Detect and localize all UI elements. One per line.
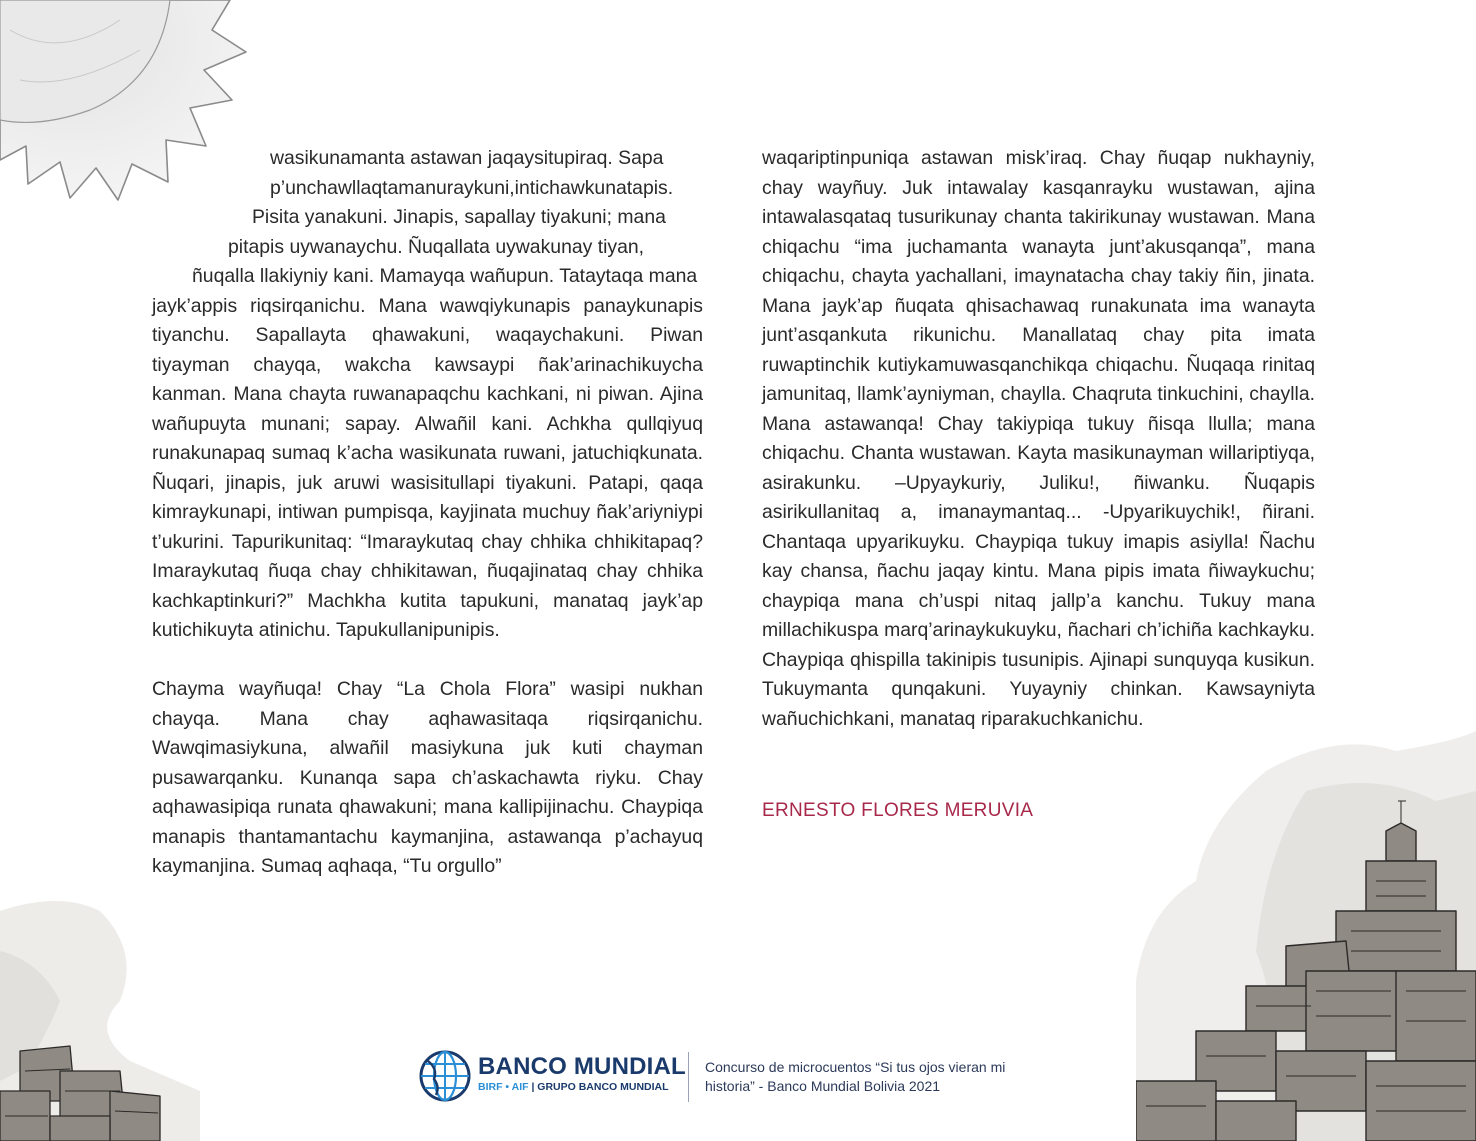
text-line: pitapis uywanaychu. Ñuqallata uywakunay tiyan, [228,235,645,258]
logo-subtitle [478,1081,669,1093]
footer-caption: Concurso de microcuentos “Si tus ojos vieran mi historia” - Banco Mundial Bolivia 2021 [705,1059,1006,1094]
logo-subtitle-rest: | GRUPO BANCO MUNDIAL [528,1081,669,1093]
text-line: Pisita yanakuni. Jinapis, sapallay tiyakuni; mana [252,206,666,228]
text-line: ñuqalla llakiyniy kani. Mamayqa wañupun. Tataytaqa mana [192,265,698,287]
banco-mundial-logo [418,1047,686,1107]
city-sketch-icon [1136,731,1476,1141]
footer-divider [688,1052,689,1102]
logo-subtitle-accent: BIRF • AIF [478,1081,529,1093]
globe-logo-icon [418,1049,472,1103]
paragraph: jayk’appis riqsirqanichu. Mana wawqiykunapis panaykunapis tiyanchu. Sapallayta qhawakuni, waqaychakuni. Piwan tiyayman chayqa, wakcha kawsaypi ñak’arinachikuycha kanman. Mana chayta ruwanapaqchu kachkani, ni piwan. Ajina wañupuyta munani; sapay. Alwañil kani. Achkha qullqiyuq runakunapaq sumaq k’acha wasikunata ruwani, jatuchiqkunata. Ñuqari, jinapis, juk aruwi wasisitullapi tiyakuni. Patapi, qaqa kimraykunapi, intiwan pumpisqa, kayjinata muchuy ñak’ariyniypi t’ukurini. Tapurikunitaq: “Imaraykutaq chay chhika chhikitapaq? Imaraykutaq ñuqa chay chhikitawan, ñuqajinataq chay chhika kachkaptinkuri?” Machkha kutita tapukuni, manataq jayk’ap kutichikuyta atinichu. Tapukullanipunipis. [152,294,703,641]
author-name: ERNESTO FLORES MERUVIA [762,800,1034,821]
text-line: wasikunamanta astawan jaqaysitupiraq. Sapa [270,147,664,169]
paragraph: Chayma wayñuqa! Chay “La Chola Flora” wasipi nukhan chayqa. Mana chay aqhawasitaqa riqsirqanichu. Wawqimasiykuna, alwañil masiykuna juk kuti chayman pusawarqanku. Kunanqa sapa ch’askachawta riyku. Chay aqhawasipiqa runata qhawakuni; mana kallipijinachu. Chaypiqa manapis thantamantachu kaymanjina, astawanqa p’achayuq kaymanjina. Sumaq aqhaqa, “Tu orgullo” [152,678,703,877]
left-text-column [152,144,703,882]
city-sketch-icon [0,891,200,1141]
text-line: p’unchawllaqtamanuraykuni,intichawkunatapis. [270,176,674,199]
right-text-column [762,144,1315,734]
logo-title: BANCO MUNDIAL [478,1053,686,1080]
paragraph-gap [152,646,703,676]
paragraph: waqariptinpuniqa astawan misk’iraq. Chay ñuqap nukhayniy, chay wayñuy. Juk intawalay kasqanrayku wustawan, ajina intawalasqataq tusurikunay chanta takirikunay wustawan. Mana chiqachu “ima juchamanta wanayta junt’akusqanqa”, mana chiqachu, chayta yachallani, imaynatacha chay takiy ñin, jinata. Mana jayk’ap ñuqata qhisachawaq runakunata ima wanayta junt’asqankuta rikunichu. Manallataq chay pita imata ruwaptinchik kutiykamuwasqanchikqa chiqachu. Ñuqaqa rinitaq jamunitaq, llamk’ayniyman, chaylla. Chaqruta tinkuchini, chaylla. Mana astawanqa! Chay takiypiqa tukuy ñisqa llulla; mana chiqachu. Chanta wustawan. Kayta masikunayman willariptiyqa, asirakunku. –Upyaykuriy, Juliku!, ñiwanku. Ñuqapis asirikullanitaq a, imanaymantaq... -Upyarikuychik!, ñirani. Chantaqa upyarikuyku. Chaypiqa tukuy imapis asiylla! Ñachu kay chansa, ñachu jaqay kintu. Mana pipis imata ñiwaykuchu; chaypiqa mana ch’uspi nitaq jallp’a kanchu. Tukuy mana millachikuspa marq’arinaykukuyku, ñachari ch’ichiña kachkayku. Chaypiqa qhispilla takinipis tusunipis. Ajinapi sunquyqa kusikun. Tukuymanta qunqakuni. Yuyayniy chinkan. Kawsayniyta wañuchichkani, manataq riparakuchkanichu. [762,147,1315,730]
